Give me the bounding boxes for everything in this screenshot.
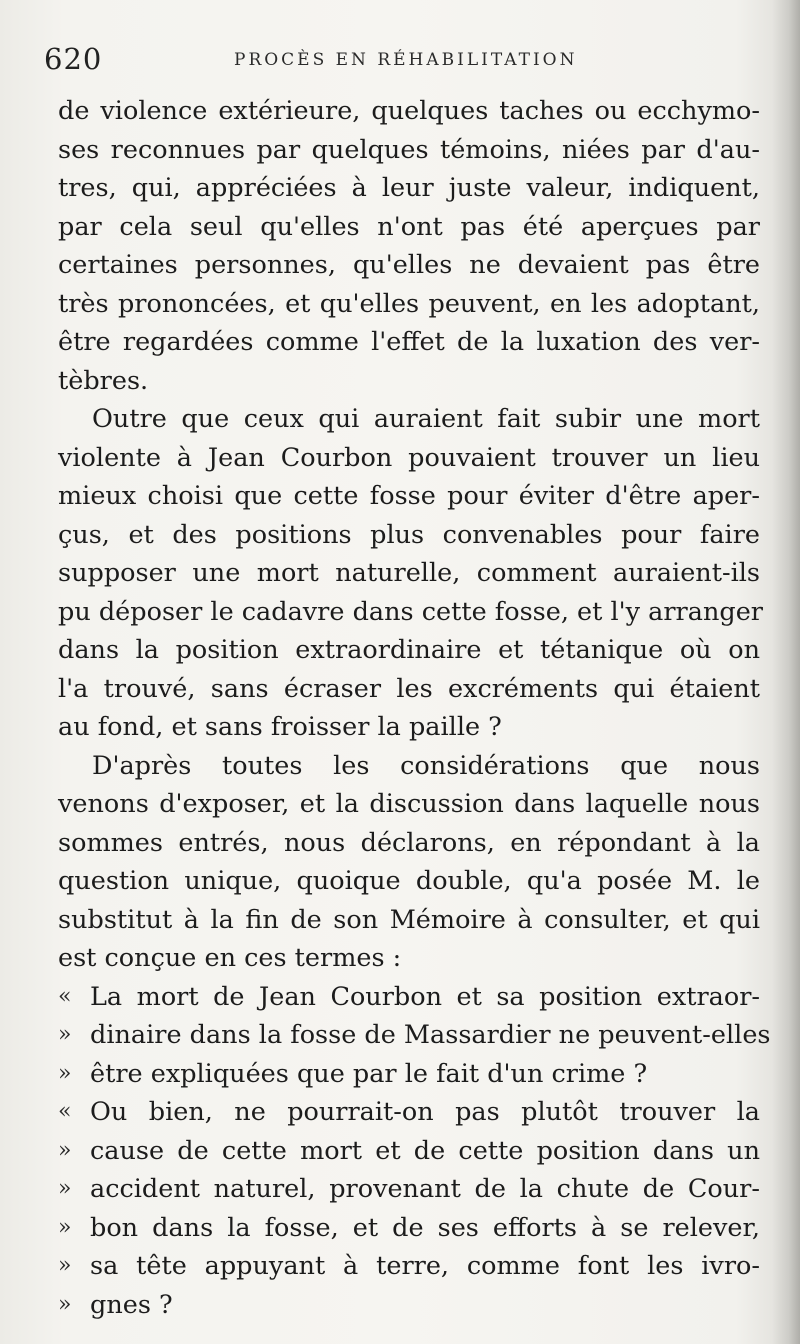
page-edge-shadow [772, 0, 800, 1344]
continue-quote-mark: » [58, 1022, 72, 1047]
text-line: dans la position extraordinaire et tétanique où on [58, 635, 760, 665]
continue-quote-mark: » [58, 1253, 72, 1278]
quote-line [58, 978, 760, 1017]
quote-line [58, 1286, 760, 1325]
body-text [58, 92, 771, 1324]
quote-text: La mort de Jean Courbon et sa position extraor- [90, 981, 760, 1012]
quote-line [58, 1209, 760, 1248]
page-number: 620 [44, 42, 103, 76]
quote-line [58, 1016, 771, 1055]
quote-text: dinaire dans la fosse de Massardier ne peuvent-elles [90, 1020, 771, 1050]
text-line: certaines personnes, qu'elles ne devaient pas être [58, 250, 760, 280]
quote-line [58, 1055, 760, 1094]
text-line: mieux choisi que cette fosse pour éviter d'être aper- [58, 481, 760, 511]
open-quote-mark: « [58, 1099, 72, 1124]
open-quote-mark: « [58, 983, 72, 1009]
text-line: pu déposer le cadavre dans cette fosse, et l'y arranger [58, 596, 763, 627]
quote-line [58, 1093, 760, 1132]
quote-text: gnes ? [90, 1289, 173, 1320]
continue-quote-mark: » [58, 1291, 72, 1317]
text-line: D'après toutes les considérations que nous [92, 750, 760, 781]
quote-text: bon dans la fosse, et de ses efforts à se relever, [90, 1212, 760, 1243]
text-line: être regardées comme l'effet de la luxation des ver- [58, 327, 760, 357]
text-line: par cela seul qu'elles n'ont pas été aperçues par [58, 211, 760, 242]
text-line: question unique, quoique double, qu'a posée M. le [58, 866, 760, 896]
quote-line [58, 1170, 760, 1209]
text-line: supposer une mort naturelle, comment auraient-ils [58, 558, 760, 588]
text-line: sommes entrés, nous déclarons, en répondant à la [58, 827, 760, 858]
running-title: PROCÈS EN RÉHABILITATION [234, 50, 578, 70]
text-line: au fond, et sans froisser la paille ? [58, 712, 502, 742]
quote-line [58, 1247, 760, 1286]
quote-text: sa tête appuyant à terre, comme font les ivro- [90, 1251, 760, 1281]
quote-text: être expliquées que par le fait d'un crime ? [90, 1058, 648, 1089]
continue-quote-mark: » [58, 1214, 72, 1240]
text-line: violente à Jean Courbon pouvaient trouver un lieu [58, 442, 760, 473]
text-line: substitut à la fin de son Mémoire à consulter, et qui [58, 904, 760, 935]
continue-quote-mark: » [58, 1060, 72, 1086]
quote-text: Ou bien, ne pourrait-on pas plutôt trouver la [90, 1097, 760, 1127]
quote-text: cause de cette mort et de cette position dans un [90, 1135, 760, 1166]
page-header [44, 40, 764, 80]
text-line: çus, et des positions plus convenables pour faire [58, 519, 760, 550]
text-line: très prononcées, et qu'elles peuvent, en les adoptant, [58, 288, 760, 319]
quote-text: accident naturel, provenant de la chute de Cour- [90, 1174, 760, 1204]
text-line: tres, qui, appréciées à leur juste valeur, indiquent, [58, 173, 760, 203]
text-line: l'a trouvé, sans écraser les excréments qui étaient [58, 673, 760, 704]
text-line: Outre que ceux qui auraient fait subir une mort [92, 404, 760, 434]
continue-quote-mark: » [58, 1176, 72, 1201]
quote-line [58, 1132, 760, 1171]
continue-quote-mark: » [58, 1137, 72, 1163]
text-line: de violence extérieure, quelques taches ou ecchymo- [58, 96, 760, 126]
text-line: venons d'exposer, et la discussion dans laquelle nous [58, 789, 760, 819]
text-line: tèbres. [58, 365, 149, 396]
text-line: ses reconnues par quelques témoins, niées par d'au- [58, 134, 760, 165]
text-line: est conçue en ces termes : [58, 943, 402, 973]
